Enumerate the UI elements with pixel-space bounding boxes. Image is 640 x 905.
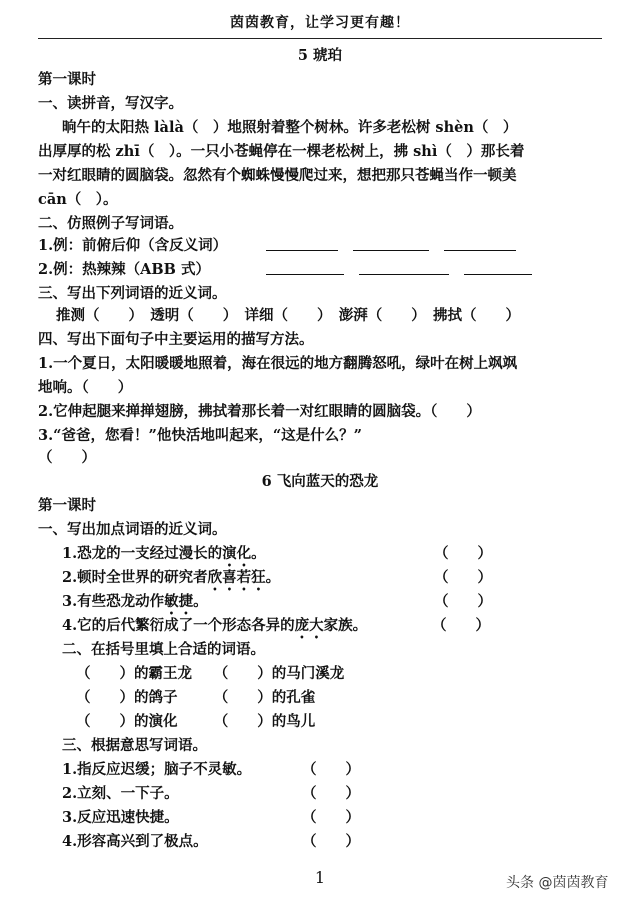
l5-q1-line1: 晌午的太阳热 làlà（ ）地照射着整个树林。许多老松树 shèn（ ） [62,119,518,136]
l5-q4-s1a: 1.一个夏日，太阳暖暖地照着，海在很远的地方翻腾怒吼，绿叶在树上飒飒 [38,355,518,372]
l6-q3-item1: 1.指反应迟缓；脑子不灵敏。 [62,761,252,778]
l5-q2-ex2: 2.例：热辣辣（ABB 式） [38,261,210,278]
l5-q4-s3: 3.“爸爸，您看！”他快活地叫起来，“这是什么？” [38,427,362,444]
l5-q2-ex1: 1.例：前俯后仰（含反义词） [38,237,228,254]
l6-q1-heading: 一、写出加点词语的近义词。 [38,521,227,538]
l5-q1-line2: 出厚厚的松 zhī（ ）。一只小苍蝇停在一棵老松树上，拂 shì（ ）那长着 [38,143,525,160]
l5-q4-s3b: （ ） [38,449,96,466]
l5-q1-heading: 一、读拼音，写汉字。 [38,95,183,112]
l5-q2-heading: 二、仿照例子写词语。 [38,215,183,232]
l6-q2-row2: （ ）的鸽子 （ ）的孔雀 [76,689,316,706]
l6-q3-item3: 3.反应迅速快捷。 [62,809,179,826]
l6-q3-paren4[interactable]: （ ） [302,833,360,850]
l5-q4-s1b: 地响。（ ） [38,379,133,396]
lesson6-title: 6 飞向蓝天的恐龙 [261,473,379,490]
header-title: 茵茵教育，让学习更有趣！ [230,15,410,31]
lesson5-title: 5 琥珀 [297,47,343,64]
l5-q1-line4: cān（ ）。 [38,191,118,208]
l5-q4-s2: 2.它伸起腿来掸掸翅膀，拂拭着那长着一对红眼睛的圆脑袋。（ ） [38,403,481,420]
l5-q2-blanks1[interactable] [266,236,516,257]
l5-q2-blanks2[interactable] [266,260,532,281]
l6-q1-paren1[interactable]: （ ） [434,545,492,562]
l6-q2-row1: （ ）的霸王龙 （ ）的马门溪龙 [76,665,345,682]
page-number: 1 [314,868,326,887]
l6-q3-heading: 三、根据意思写词语。 [62,737,207,754]
l6-q3-item4: 4.形容高兴到了极点。 [62,833,208,850]
l5-q3-heading: 三、写出下列词语的近义词。 [38,285,227,302]
l6-q3-item2: 2.立刻、一下子。 [62,785,179,802]
l6-q1-paren4[interactable]: （ ） [432,617,490,634]
lesson5-period: 第一课时 [38,71,96,88]
l6-q1-item4: 4.它的后代繁衍成了一个形态各异的庞大家族。 [62,617,368,634]
l6-q1-item2: 2.顿时全世界的研究者欣喜若狂。 [62,569,281,586]
l6-q1-paren3[interactable]: （ ） [434,593,492,610]
l6-q2-heading: 二、在括号里填上合适的词语。 [62,641,265,658]
watermark: 头条 @茵茵教育 [506,875,609,891]
l6-q3-paren1[interactable]: （ ） [302,761,360,778]
l5-q1-line3: 一对红眼睛的圆脑袋。忽然有个蜘蛛慢慢爬过来，想把那只苍蝇当作一顿美 [38,167,517,184]
l5-q3-words: 推测（ ） 透明（ ） 详细（ ） 澎湃（ ） 拂拭（ ） [56,307,520,324]
l6-q3-paren2[interactable]: （ ） [302,785,360,802]
l6-q2-row3: （ ）的演化 （ ）的鸟儿 [76,713,316,730]
l6-q3-paren3[interactable]: （ ） [302,809,360,826]
l6-q1-item1: 1.恐龙的一支经过漫长的演化。 [62,545,266,562]
l6-q1-paren2[interactable]: （ ） [434,569,492,586]
l6-q1-item3: 3.有些恐龙动作敏捷。 [62,593,208,610]
l5-q4-heading: 四、写出下面句子中主要运用的描写方法。 [38,331,314,348]
lesson6-period: 第一课时 [38,497,96,514]
header-rule [38,38,602,39]
